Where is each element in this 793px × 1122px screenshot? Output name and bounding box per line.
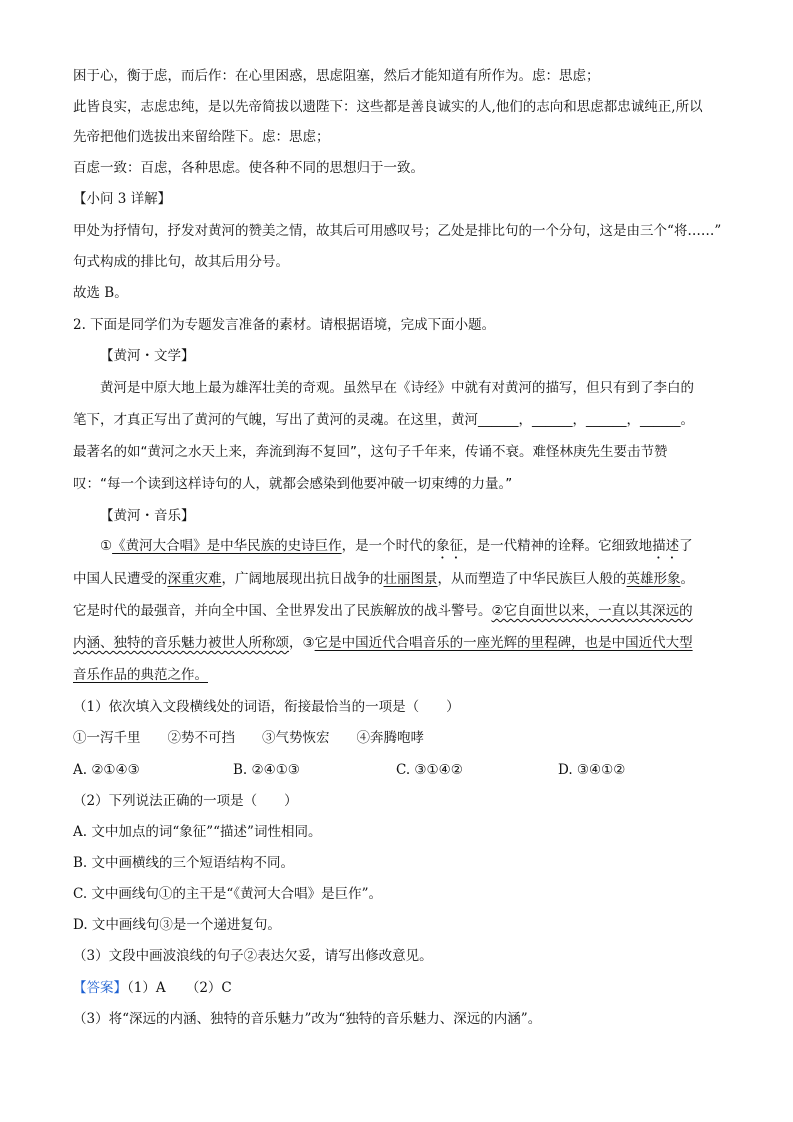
music-text: ①《黄河大合唱》是中华民族的史诗巨作，是一个时代的象征，是一代精神的诠释。它细致地描述了 (100, 538, 693, 554)
option-b: B. 文中画横线的三个短语结构不同。 (73, 855, 295, 871)
sub-question: （3）文段中画波浪线的句子②表达欠妥，请写出修改意见。 (73, 948, 433, 964)
option-c: C. 文中画线句①的主干是“《黄河大合唱》是巨作”。 (73, 886, 382, 902)
text-line: 此皆良实，志虑忠纯，是以先帝简拔以遗陛下：这些都是善良诚实的人,他们的志向和思虑都忠诚纯正,所以 (73, 99, 703, 115)
option-b: B. ②④①③ (233, 762, 300, 778)
music-text: 音乐作品的典范之作。 (73, 667, 208, 683)
text-line: 故选 B。 (73, 285, 128, 301)
literature-heading: 【黄河・文学】 (100, 348, 195, 364)
option-a: A. ②①④③ (73, 762, 140, 778)
literature-text: 最著名的如“黄河之水天上来，奔流到海不复回”，这句子千年来，传诵不衰。难怪林庚先生要击节赞 (73, 444, 668, 460)
text-line: 甲处为抒情句，抒发对黄河的赞美之情，故其后可用感叹号；乙处是排比句的一个分句，这是由三个“将……” (73, 223, 722, 239)
literature-text: 叹：“每一个读到这样诗句的人，就都会感染到他要冲破一切束缚的力量。” (73, 476, 513, 492)
text-line: 困于心，衡于虑，而后作：在心里困惑，思虑阻塞，然后才能知道有所作为。虑：思虑； (73, 68, 600, 84)
section-heading: 【小问 3 详解】 (73, 191, 172, 207)
text-line: 先帝把他们选拔出来留给陛下。虑：思虑； (73, 129, 330, 145)
option-a: A. 文中加点的词“象征”“描述”词性相同。 (73, 824, 322, 840)
music-text: 中国人民遭受的深重灾难，广阔地展现出抗日战争的壮丽图景，从而塑造了中华民族巨人般的英雄形象。 (73, 571, 694, 587)
option-c: C. ③①④② (396, 762, 463, 778)
answer-text: （1）A （2）C (127, 980, 232, 996)
sub-question: （1）依次填入文段横线处的词语，衔接最恰当的一项是（ ） (73, 699, 460, 715)
text-line: 句式构成的排比句，故其后用分号。 (73, 254, 289, 270)
answer-line: （3）将“深远的内涵、独特的音乐魅力”改为“独特的音乐魅力、深远的内涵”。 (73, 1011, 542, 1027)
option-list: ①一泻千里 ②势不可挡 ③气势恢宏 ④奔腾咆哮 (73, 730, 424, 746)
music-text: 它是时代的最强音，并向全中国、全世界发出了民族解放的战斗警号。②它自面世以来，一直以其深远的 (73, 603, 693, 619)
literature-text: 黄河是中原大地上最为雄浑壮美的奇观。虽然早在《诗经》中就有对黄河的描写，但只有到了李白的 (100, 380, 694, 396)
answer-line (73, 978, 232, 998)
text-line: 百虑一致：百虑，各种思虑。使各种不同的思想归于一致。 (73, 160, 424, 176)
sub-question: （2）下列说法正确的一项是（ ） (73, 793, 298, 809)
question-title: 2. 下面是同学们为专题发言准备的素材。请根据语境，完成下面小题。 (73, 317, 496, 333)
option-d: D. ③④①② (558, 762, 626, 778)
literature-text: 笔下，才真正写出了黄河的气魄，写出了黄河的灵魂。在这里，黄河______，______，______，______。 (73, 412, 694, 428)
option-d: D. 文中画线句③是一个递进复句。 (73, 917, 281, 933)
answer-label: 【答案】 (73, 980, 127, 996)
music-heading: 【黄河・音乐】 (100, 508, 195, 524)
music-text: 内涵、独特的音乐魅力被世人所称颂，③它是中国近代合唱音乐的一座光辉的里程碑，也是中国近代大型 (73, 635, 693, 651)
